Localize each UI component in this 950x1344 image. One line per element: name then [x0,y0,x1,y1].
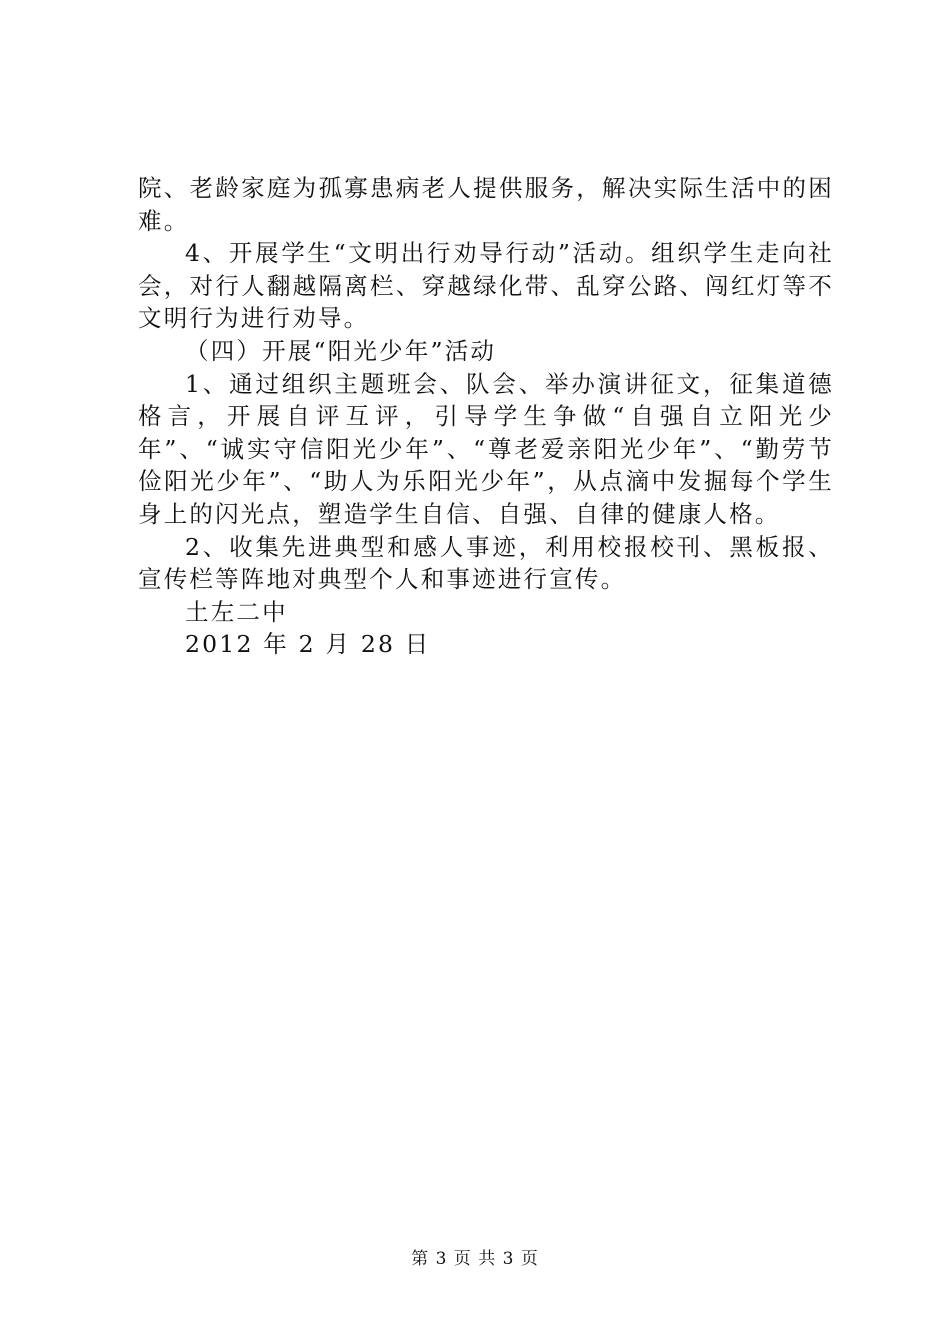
section-heading: （四）开展“阳光少年”活动 [185,336,497,365]
signature-date: 2012 年 2 月 28 日 [185,630,431,659]
paragraph-continuation: 院、老龄家庭为孤寡患病老人提供服务，解决实际生活中的困难。 [138,174,834,235]
signature-school: 土左二中 [185,597,288,626]
paragraph-item-2: 2、收集先进典型和感人事迹，利用校报校刊、黑板报、宣传栏等阵地对典型个人和事迹进行宣传。 [138,532,834,594]
document-body [138,172,834,661]
page-number-footer: 第 3 页 共 3 页 [411,1249,539,1269]
paragraph-item-1: 1、通过组织主题班会、队会、举办演讲征文，征集道德格言，开展自评互评，引导学生争做“自强自立阳光少年”、“诚实守信阳光少年”、“尊老爱亲阳光少年”、“勤劳节俭阳光少年”、“助人为乐阳光少年”，从点滴中发掘每个学生身上的闪光点，塑造学生自信、自强、自律的健康人格。 [138,369,834,528]
paragraph-item-4: 4、开展学生“文明出行劝导行动”活动。组织学生走向社会，对行人翻越隔离栏、穿越绿化带、乱穿公路、闯红灯等不文明行为进行劝导。 [138,239,834,333]
